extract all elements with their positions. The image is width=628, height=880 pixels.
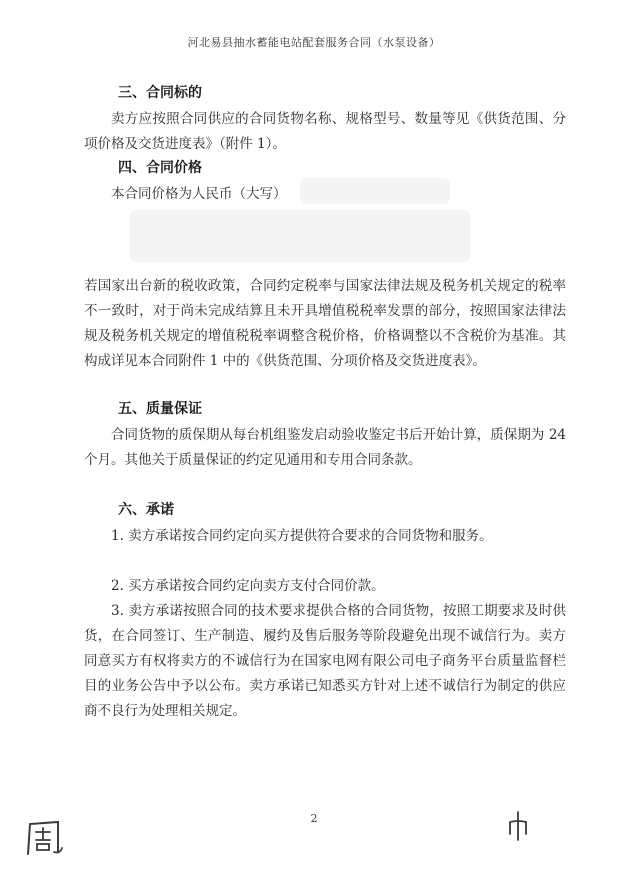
section-3-body: 卖方应按照合同供应的合同货物名称、规格型号、数量等见《供货范围、分项价格及交货进度表》（附件 1）。 bbox=[84, 111, 566, 152]
section-4-body: 本合同价格为人民币（大写） bbox=[111, 186, 287, 202]
section-6-item-3: 3. 卖方承诺按照合同的技术要求提供合格的合同货物，按照工期要求及时供货，在合同签订、生产制造、履约及售后服务等阶段避免出现不诚信行为。卖方同意买方有权将卖方的不诚信行为在国家电网有限公司电子商务平台质量监督栏目的业务公告中予以公布。卖方承诺已知悉买方针对上述不诚信行为制定的供应商不良行为处理相关规定。 bbox=[84, 603, 566, 719]
redacted-block bbox=[130, 210, 470, 262]
tax-paragraph: 若国家出台新的税收政策，合同约定税率与国家法律法规及税务机关规定的税率不一致时，对于尚未完成结算且未开具增值税税率发票的部分，按照国家法律法规及税务机关规定的增值税税率调整含税价格，价格调整以不含税价为基准。其构成详见本合同附件 1 中的《供货范围、分项价格及交货进度表》。 bbox=[84, 278, 566, 369]
section-6-item-1: 1. 卖方承诺按合同约定向买方提供符合要求的合同货物和服务。 bbox=[111, 528, 493, 544]
section-5-heading: 五、质量保证 bbox=[118, 401, 202, 417]
page-number: 2 bbox=[310, 812, 318, 825]
document-header: 河北易县抽水蓄能电站配套服务合同（水泵设备） bbox=[187, 36, 441, 49]
section-6-heading: 六、承诺 bbox=[118, 502, 174, 518]
section-6-item-2: 2. 买方承诺按合同约定向卖方支付合同价款。 bbox=[111, 578, 385, 594]
handwritten-initial-right bbox=[506, 810, 534, 842]
redacted-block bbox=[300, 178, 450, 204]
section-4-heading: 四、合同价格 bbox=[118, 160, 202, 176]
handwritten-initial-left bbox=[22, 818, 64, 858]
section-5-body: 合同货物的质保期从每台机组鉴发启动验收鉴定书后开始计算，质保期为 24 个月。其他关于质量保证的约定见通用和专用合同条款。 bbox=[84, 427, 566, 468]
section-3-heading: 三、合同标的 bbox=[118, 85, 202, 101]
